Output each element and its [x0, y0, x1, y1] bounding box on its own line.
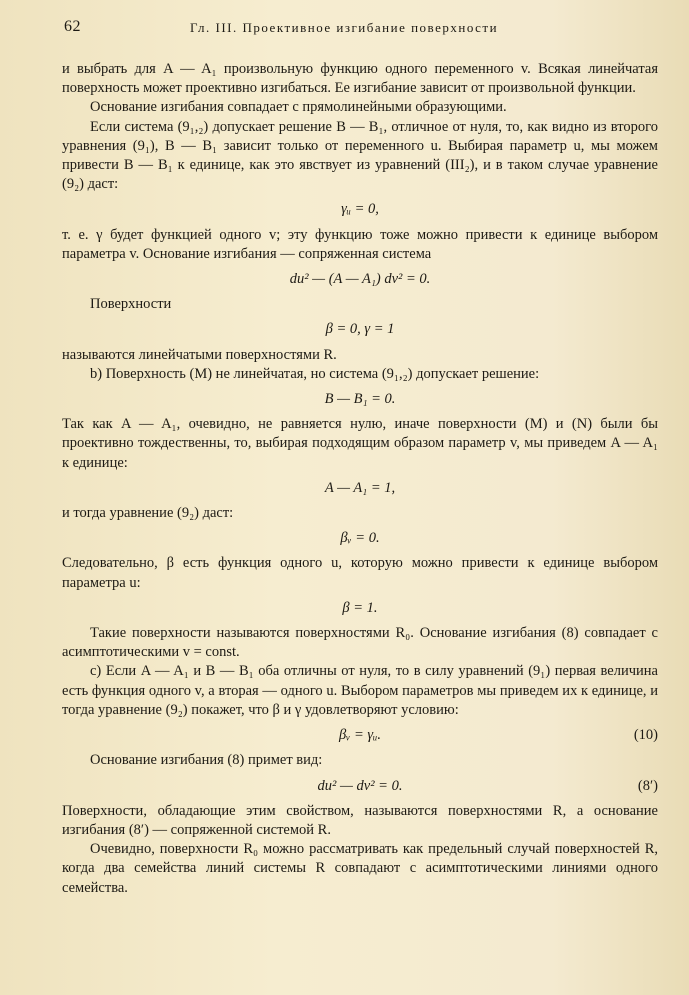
page-number: 62 — [64, 18, 81, 35]
paragraph: и тогда уравнение (9₂) даст: — [62, 505, 234, 522]
paragraph: Если система (9₁,₂) допускает решение B — B₁, отличное от нуля, то, как видно из второго уравнения (9₁), B — B₁ зависит только от переменного u. Выбирая параметр u, мы можем привести B — B₁ к единице, как это явствует из уравнений (III₂), и в таком случае уравнение (9₂) даст: — [62, 118, 658, 193]
equation-body: βᵥ = γᵤ. — [339, 727, 381, 744]
equation-body: du² — dv² = 0. — [317, 777, 403, 794]
equation: βᵥ = 0. — [340, 530, 380, 547]
paragraph: Очевидно, поверхности R₀ можно рассматривать как предельный случай поверхностей R, когда два семейства линий системы R совпадают с асимптотическими линиями одного семейства. — [62, 841, 658, 896]
body-text — [62, 60, 658, 898]
equation-number: (10) — [633, 727, 658, 744]
equation: du² — (A — A₁) dv² = 0. — [289, 271, 431, 288]
paragraph: Такие поверхности называются поверхностями R₀. Основание изгибания (8) совпадает с асимптотическими v = const. — [62, 625, 658, 661]
paragraph: Так как A — A₁, очевидно, не равняется нулю, иначе поверхности (M) и (N) были бы проективно тождественны, то, выбирая подходящим образом параметр v, мы приведем A — A₁ к единице: — [62, 416, 658, 471]
paragraph: Основание изгибания совпадает с прямолинейными образующими. — [90, 99, 507, 116]
equation-8prime — [62, 777, 658, 796]
paragraph: называются линейчатыми поверхностями R. — [62, 346, 337, 363]
paragraph: Поверхности — [90, 296, 172, 313]
equation-number: (8′) — [637, 777, 658, 794]
running-title: Гл. III. Проективное изгибание поверхности — [190, 20, 499, 35]
paragraph: и выбрать для A — A₁ произвольную функцию одного переменного v. Всякая линейчатая поверхность может проективно изгибаться. Ее изгибание зависит от произвольной функции. — [62, 61, 658, 97]
paragraph: b) Поверхность (M) не линейчатая, но система (9₁,₂) допускает решение: — [90, 365, 540, 382]
paragraph: Поверхности, обладающие этим свойством, называются поверхностями R, а основание изгибания (8′) — сопряженной системой R. — [62, 802, 658, 838]
paragraph: Основание изгибания (8) примет вид: — [90, 752, 323, 769]
paragraph: т. е. γ будет функцией одного v; эту функцию тоже можно привести к единице выбором параметра v. Основание изгибания — сопряженная система — [62, 226, 658, 262]
equation-10 — [62, 726, 658, 745]
equation: β = 1. — [342, 599, 378, 616]
equation: β = 0, γ = 1 — [325, 321, 395, 338]
paragraph: Следовательно, β есть функция одного u, которую можно привести к единице выбором параметра u: — [62, 555, 658, 591]
equation: A — A₁ = 1, — [324, 479, 396, 496]
paragraph: c) Если A — A₁ и B — B₁ оба отличны от нуля, то в силу уравнений (9₁) первая величина есть функция одного v, а вторая — одного u. Выбором параметров мы приведем их к единице, и тогда уравнение (9₂) покажет, что β и γ удовлетворяют условию: — [62, 663, 658, 718]
page-header — [60, 18, 649, 42]
equation: γᵤ = 0, — [341, 201, 379, 218]
equation: B — B₁ = 0. — [324, 391, 396, 408]
